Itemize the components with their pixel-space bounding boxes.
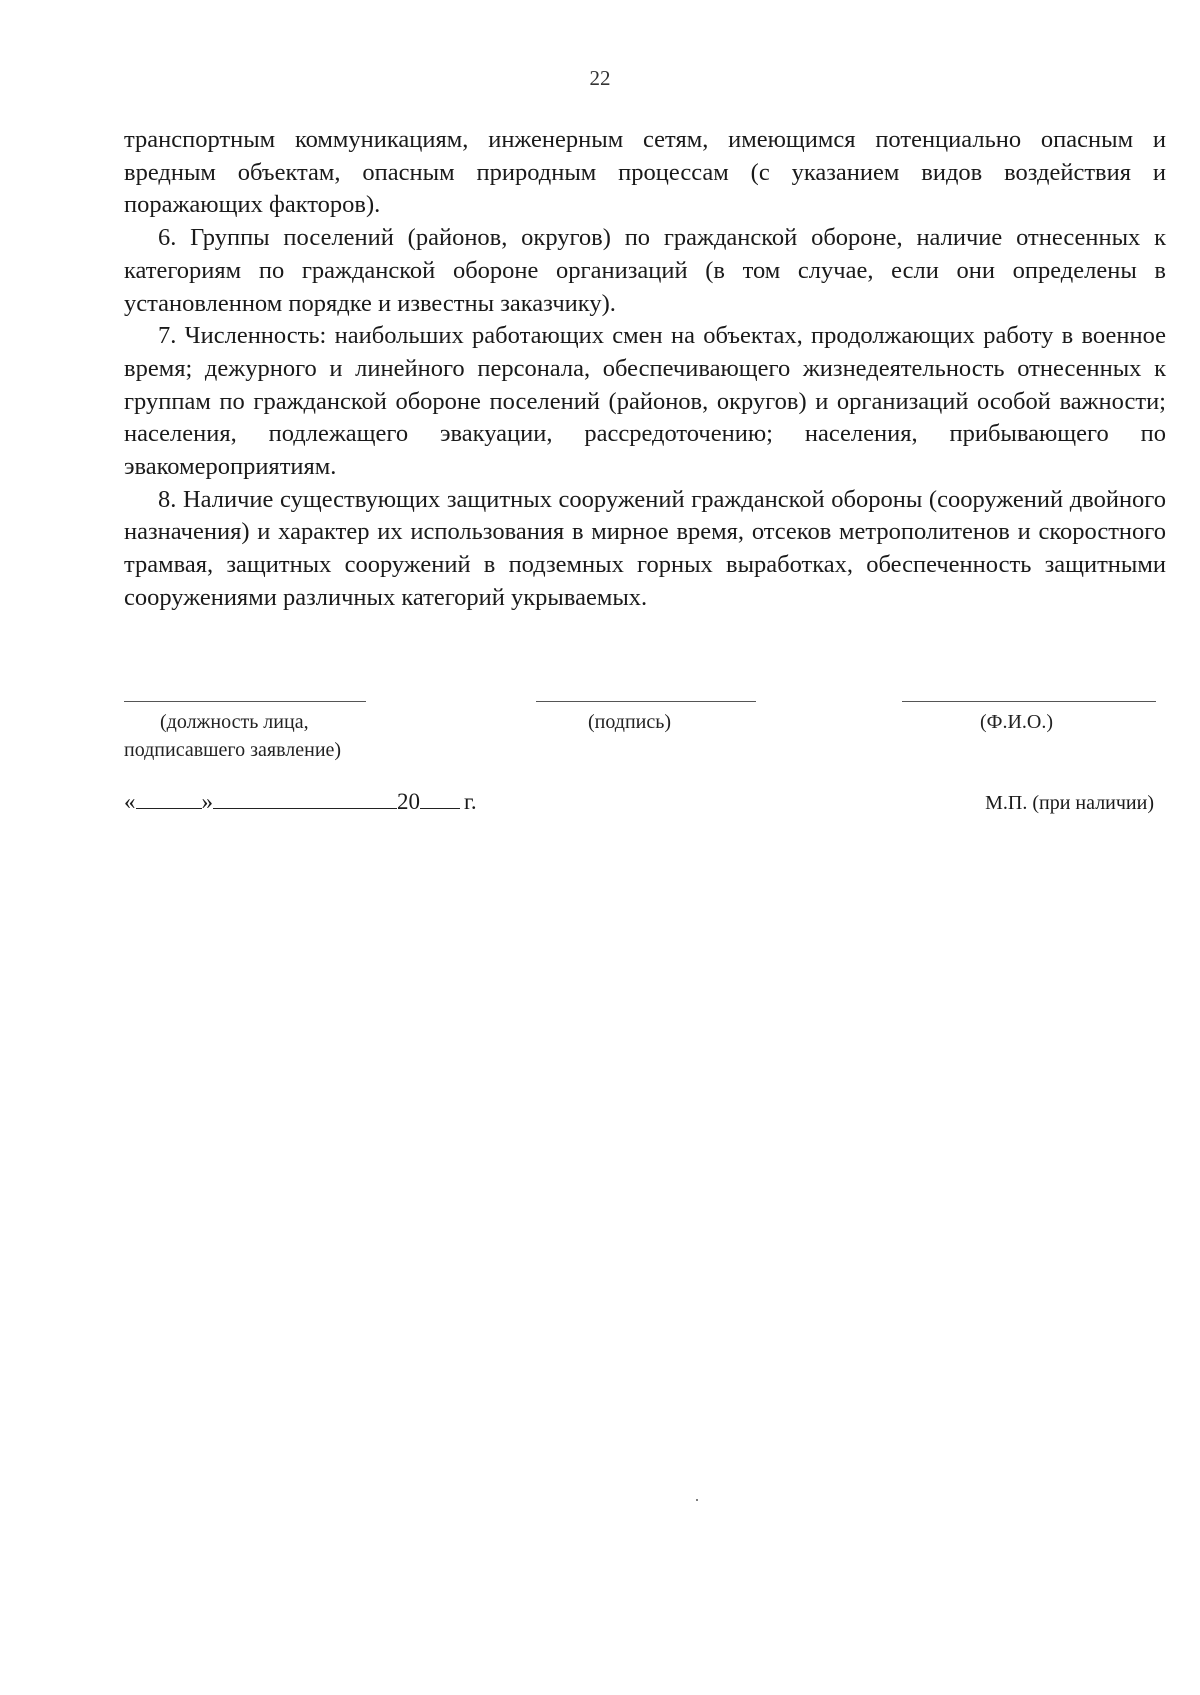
year-prefix: 20 — [397, 789, 420, 814]
date-open-quote: « — [124, 789, 136, 814]
name-blank-line — [902, 701, 1156, 702]
signature-blank-line — [536, 701, 756, 702]
day-blank — [136, 786, 202, 809]
signature-caption: (подпись) — [588, 711, 672, 733]
paragraph-item-7: 7. Численность: наибольших работающих смен на объектах, продолжающих работу в военное время; дежурного и линейного персонала, обеспечивающего жизнедеятельность отнесенных к группам по гражданской обороне поселений (районов, округов) и организаций особой важности; населения, подлежащего эвакуации, рассредоточению; населения, прибывающего по эвакомероприятиям. — [124, 322, 1166, 481]
year-suffix: г. — [464, 789, 477, 814]
date-close-quote: » — [201, 789, 213, 814]
month-blank — [213, 786, 397, 809]
name-caption: (Ф.И.О.) — [980, 711, 1054, 733]
paragraph-continuation: транспортным коммуникациям, инженерным сетям, имеющимся потенциально опасным и вредным объектам, опасным природным процессам (с указанием видов воздействия и поражающих факторов). — [124, 126, 1166, 219]
position-caption-line1: (должность лица, — [160, 711, 309, 733]
year-blank — [420, 786, 460, 809]
scan-speck — [696, 1499, 698, 1501]
paragraph-item-6: 6. Группы поселений (районов, округов) по гражданской обороне, наличие отнесенных к категориям по гражданской обороне организаций (в том случае, если они определены в установленном порядке и известны заказчику). — [124, 224, 1166, 317]
date-field — [124, 786, 477, 817]
position-blank-line — [124, 701, 366, 702]
document-body — [124, 124, 1166, 615]
stamp-label: М.П. (при наличии) — [985, 792, 1154, 814]
paragraph-item-8: 8. Наличие существующих защитных сооружений гражданской обороны (сооружений двойного назначения) и характер их использования в мирное время, отсеков метрополитенов и скоростного трамвая, защитных сооружений в подземных горных выработках, обеспеченность защитными сооружениями различных категорий укрываемых. — [124, 485, 1166, 611]
position-caption-line2: подписавшего заявление) — [124, 739, 342, 761]
page-number: 22 — [589, 66, 611, 90]
